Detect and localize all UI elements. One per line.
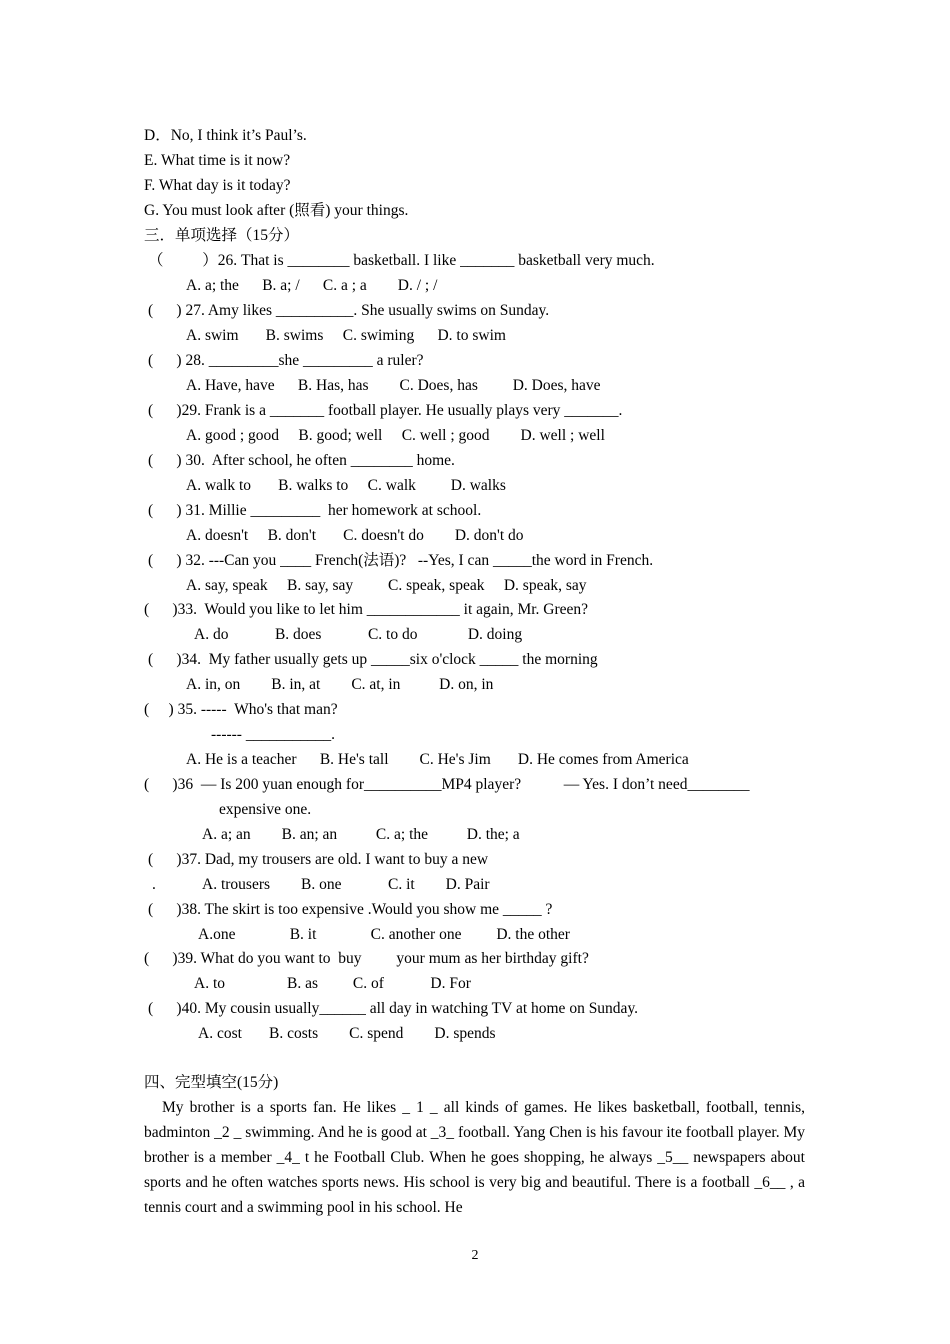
question-31-options: A. doesn't B. don't C. doesn't do D. don't do xyxy=(186,527,524,544)
option-line-d: D．No, I think it’s Paul’s. xyxy=(144,127,307,144)
section-4-heading: 四、完型填空(15分) xyxy=(144,1074,279,1091)
question-40-options: A. cost B. costs C. spend D. spends xyxy=(198,1025,496,1042)
question-28-options: A. Have, have B. Has, has C. Does, has D. Does, have xyxy=(186,377,601,394)
question-27: ( ) 27. Amy likes __________. She usually swims on Sunday. xyxy=(148,302,550,319)
question-37-options: A. trousers B. one C. it D. Pair xyxy=(202,876,490,893)
question-35: ( ) 35. ----- Who's that man? xyxy=(144,701,338,718)
question-29-options: A. good ; good B. good; well C. well ; good D. well ; well xyxy=(186,427,605,444)
option-line-e: E. What time is it now? xyxy=(144,152,291,169)
question-39: ( )39. What do you want to buy your mum as her birthday gift? xyxy=(144,950,589,967)
question-30: ( ) 30. After school, he often ________ home. xyxy=(148,452,455,469)
question-39-options: A. to B. as C. of D. For xyxy=(194,975,471,992)
question-40: ( )40. My cousin usually______ all day in watching TV at home on Sunday. xyxy=(148,1000,639,1017)
question-38: ( )38. The skirt is too expensive .Would you show me _____ ? xyxy=(148,901,553,918)
question-30-options: A. walk to B. walks to C. walk D. walks xyxy=(186,477,506,494)
question-32-options: A. say, speak B. say, say C. speak, speak D. speak, say xyxy=(186,577,587,594)
question-36: ( )36 — Is 200 yuan enough for__________MP4 player? — Yes. I don’t need________ xyxy=(144,776,750,793)
option-line-g: G. You must look after (照看) your things. xyxy=(144,202,409,219)
question-37-dot: . xyxy=(152,876,156,893)
question-33: ( )33. Would you like to let him ____________ it again, Mr. Green? xyxy=(144,601,589,618)
question-33-options: A. do B. does C. to do D. doing xyxy=(194,626,523,643)
question-37: ( )37. Dad, my trousers are old. I want to buy a new xyxy=(148,851,489,868)
question-28: ( ) 28. _________she _________ a ruler? xyxy=(148,352,424,369)
question-26-options: A. a; the B. a; / C. a ; a D. / ; / xyxy=(186,277,438,294)
question-35-options: A. He is a teacher B. He's tall C. He's Jim D. He comes from America xyxy=(186,751,689,768)
question-36-options: A. a; an B. an; an C. a; the D. the; a xyxy=(202,826,520,843)
question-34-options: A. in, on B. in, at C. at, in D. on, in xyxy=(186,676,494,693)
question-36-continued: expensive one. xyxy=(219,801,312,818)
question-38-options: A.one B. it C. another one D. the other xyxy=(198,926,570,943)
option-line-f: F. What day is it today? xyxy=(144,177,291,194)
question-31: ( ) 31. Millie _________ her homework at school. xyxy=(148,502,482,519)
section-3-heading: 三．单项选择（15分） xyxy=(144,227,300,244)
cloze-passage: My brother is a sports fan. He likes _ 1 _ all kinds of games. He likes basketball, football, tennis, badminton _2 _ swimming. And he is good at _3_ football. Yang Chen is his favour ite football player. My brother is a member _4_ t he Football Club. When he goes shopping, he always _5__ newspapers about sports and he often watches sports news. His school is very big and beautiful. There is a football _6__ , a tennis court and a swimming pool in his school. He xyxy=(144,1099,805,1216)
question-32: ( ) 32. ---Can you ____ French(法语)? --Yes, I can _____the word in French. xyxy=(148,552,654,569)
question-34: ( )34. My father usually gets up _____six o'clock _____ the morning xyxy=(148,651,598,668)
page-number: 2 xyxy=(471,1248,479,1263)
question-35-answer-line: ------ ___________. xyxy=(211,726,335,743)
question-26: （ ）26. That is ________ basketball. I like _______ basketball very much. xyxy=(148,252,655,269)
question-27-options: A. swim B. swims C. swiming D. to swim xyxy=(186,327,506,344)
question-29: ( )29. Frank is a _______ football player. He usually plays very _______. xyxy=(148,402,623,419)
